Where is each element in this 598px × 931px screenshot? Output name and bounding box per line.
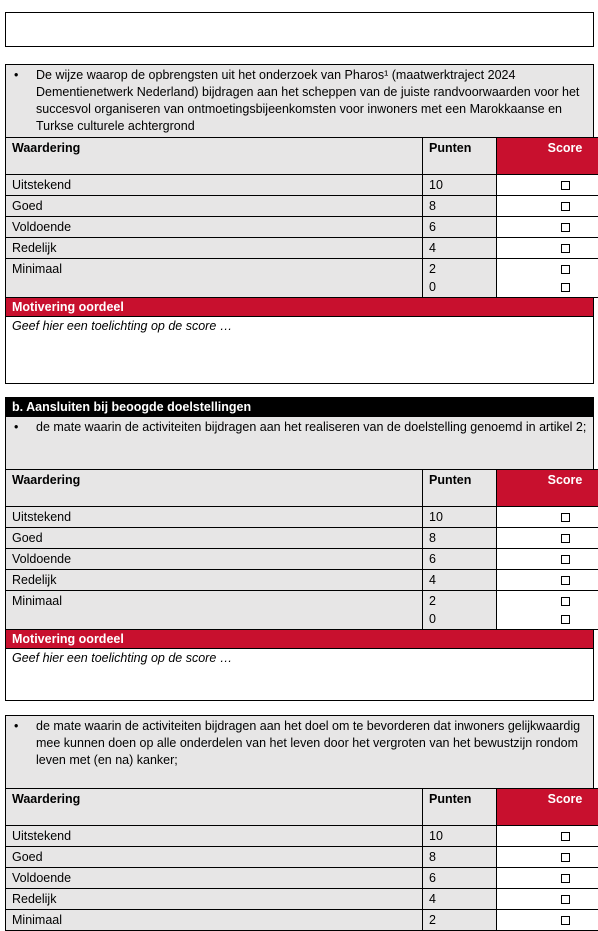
col-header-waardering: Waardering	[6, 470, 423, 507]
score-checkbox[interactable]	[561, 181, 570, 190]
motivering-header: Motivering oordeel	[5, 630, 594, 648]
col-header-score: Score	[497, 470, 598, 507]
rating-label: Voldoende	[6, 217, 423, 238]
score-checkbox[interactable]	[561, 832, 570, 841]
rating-label: Uitstekend	[6, 507, 423, 528]
rating-label: Uitstekend	[6, 175, 423, 196]
score-table	[5, 788, 598, 931]
col-header-score: Score	[497, 138, 598, 175]
rating-points: 6	[423, 549, 497, 570]
score-checkbox[interactable]	[561, 874, 570, 883]
rating-points: 6	[423, 217, 497, 238]
criterion-text: De wijze waarop de opbrengsten uit het onderzoek van Pharos¹ (maatwerktraject 2024 Dementienetwerk Nederland) bijdragen aan het scheppen van de juiste randvoorwaarden voor het succesvol organiseren van ontmoetingsbijeenkomsten voor inwoners met een Marokkaanse en Turkse culturele achtergrond	[36, 68, 579, 133]
motivering-header: Motivering oordeel	[5, 298, 594, 316]
rating-points-alt: 0	[429, 278, 490, 296]
empty-top-box	[5, 12, 594, 47]
table-row	[6, 847, 598, 868]
bullet-icon: •	[14, 67, 18, 84]
score-checkbox[interactable]	[561, 513, 570, 522]
criterion-bullet	[5, 715, 594, 788]
rating-label: Redelijk	[6, 570, 423, 591]
table-row	[6, 591, 598, 630]
rating-label: Redelijk	[6, 238, 423, 259]
rating-points: 2	[429, 260, 490, 278]
score-checkbox[interactable]	[561, 223, 570, 232]
score-checkbox[interactable]	[561, 576, 570, 585]
table-row	[6, 910, 598, 931]
criterion-text: de mate waarin de activiteiten bijdragen aan het realiseren van de doelstelling genoemd in artikel 2;	[36, 420, 586, 434]
col-header-punten: Punten	[423, 138, 497, 175]
score-checkbox[interactable]	[561, 615, 570, 624]
rating-points-alt: 0	[429, 610, 490, 628]
rating-points: 2	[423, 910, 497, 931]
col-header-waardering: Waardering	[6, 789, 423, 826]
rating-points: 10	[423, 826, 497, 847]
rating-points: 10	[423, 175, 497, 196]
table-row	[6, 259, 598, 298]
criterion-block-doelstelling	[5, 397, 594, 701]
score-checkbox[interactable]	[561, 534, 570, 543]
col-header-score: Score	[497, 789, 598, 826]
score-checkbox[interactable]	[561, 202, 570, 211]
table-row	[6, 238, 598, 259]
rating-points: 4	[423, 570, 497, 591]
table-row	[6, 217, 598, 238]
criterion-bullet	[5, 416, 594, 469]
score-table	[5, 137, 598, 298]
score-checkbox[interactable]	[561, 244, 570, 253]
table-row	[6, 570, 598, 591]
rating-label: Minimaal	[6, 259, 423, 298]
criterion-bullet	[5, 64, 594, 137]
rating-label: Minimaal	[6, 591, 423, 630]
criterion-block-pharos	[5, 64, 594, 384]
rating-label: Uitstekend	[6, 826, 423, 847]
toelichting-field[interactable]: Geef hier een toelichting op de score …	[5, 648, 594, 701]
rating-label: Voldoende	[6, 868, 423, 889]
rating-points: 8	[423, 847, 497, 868]
rating-points: 6	[423, 868, 497, 889]
score-checkbox[interactable]	[561, 853, 570, 862]
bullet-icon: •	[14, 419, 18, 436]
rating-label: Goed	[6, 847, 423, 868]
rating-label: Goed	[6, 528, 423, 549]
section-header: b. Aansluiten bij beoogde doelstellingen	[5, 397, 594, 416]
toelichting-field[interactable]: Geef hier een toelichting op de score …	[5, 316, 594, 384]
bullet-icon: •	[14, 718, 18, 735]
rating-label: Goed	[6, 196, 423, 217]
rating-points: 2	[429, 592, 490, 610]
rating-label: Voldoende	[6, 549, 423, 570]
table-row	[6, 549, 598, 570]
table-row	[6, 889, 598, 910]
table-row	[6, 826, 598, 847]
rating-label: Minimaal	[6, 910, 423, 931]
table-row	[6, 528, 598, 549]
criterion-text: de mate waarin de activiteiten bijdragen aan het doel om te bevorderen dat inwoners gelijkwaardig mee kunnen doen op alle onderdelen van het leven door het vergroten van het bewustzijn rondom leven met (en na) kanker;	[36, 719, 580, 767]
score-checkbox[interactable]	[561, 916, 570, 925]
rating-points: 10	[423, 507, 497, 528]
rating-points: 8	[423, 528, 497, 549]
criterion-block-kanker	[5, 715, 594, 931]
score-checkbox[interactable]	[561, 895, 570, 904]
col-header-punten: Punten	[423, 470, 497, 507]
rating-points: 8	[423, 196, 497, 217]
score-checkbox[interactable]	[561, 555, 570, 564]
rating-points: 4	[423, 889, 497, 910]
table-row	[6, 507, 598, 528]
score-checkbox[interactable]	[561, 265, 570, 274]
score-table	[5, 469, 598, 630]
col-header-waardering: Waardering	[6, 138, 423, 175]
score-checkbox[interactable]	[561, 283, 570, 292]
rating-label: Redelijk	[6, 889, 423, 910]
table-row	[6, 196, 598, 217]
table-row	[6, 868, 598, 889]
rating-points: 4	[423, 238, 497, 259]
score-checkbox[interactable]	[561, 597, 570, 606]
table-row	[6, 175, 598, 196]
col-header-punten: Punten	[423, 789, 497, 826]
